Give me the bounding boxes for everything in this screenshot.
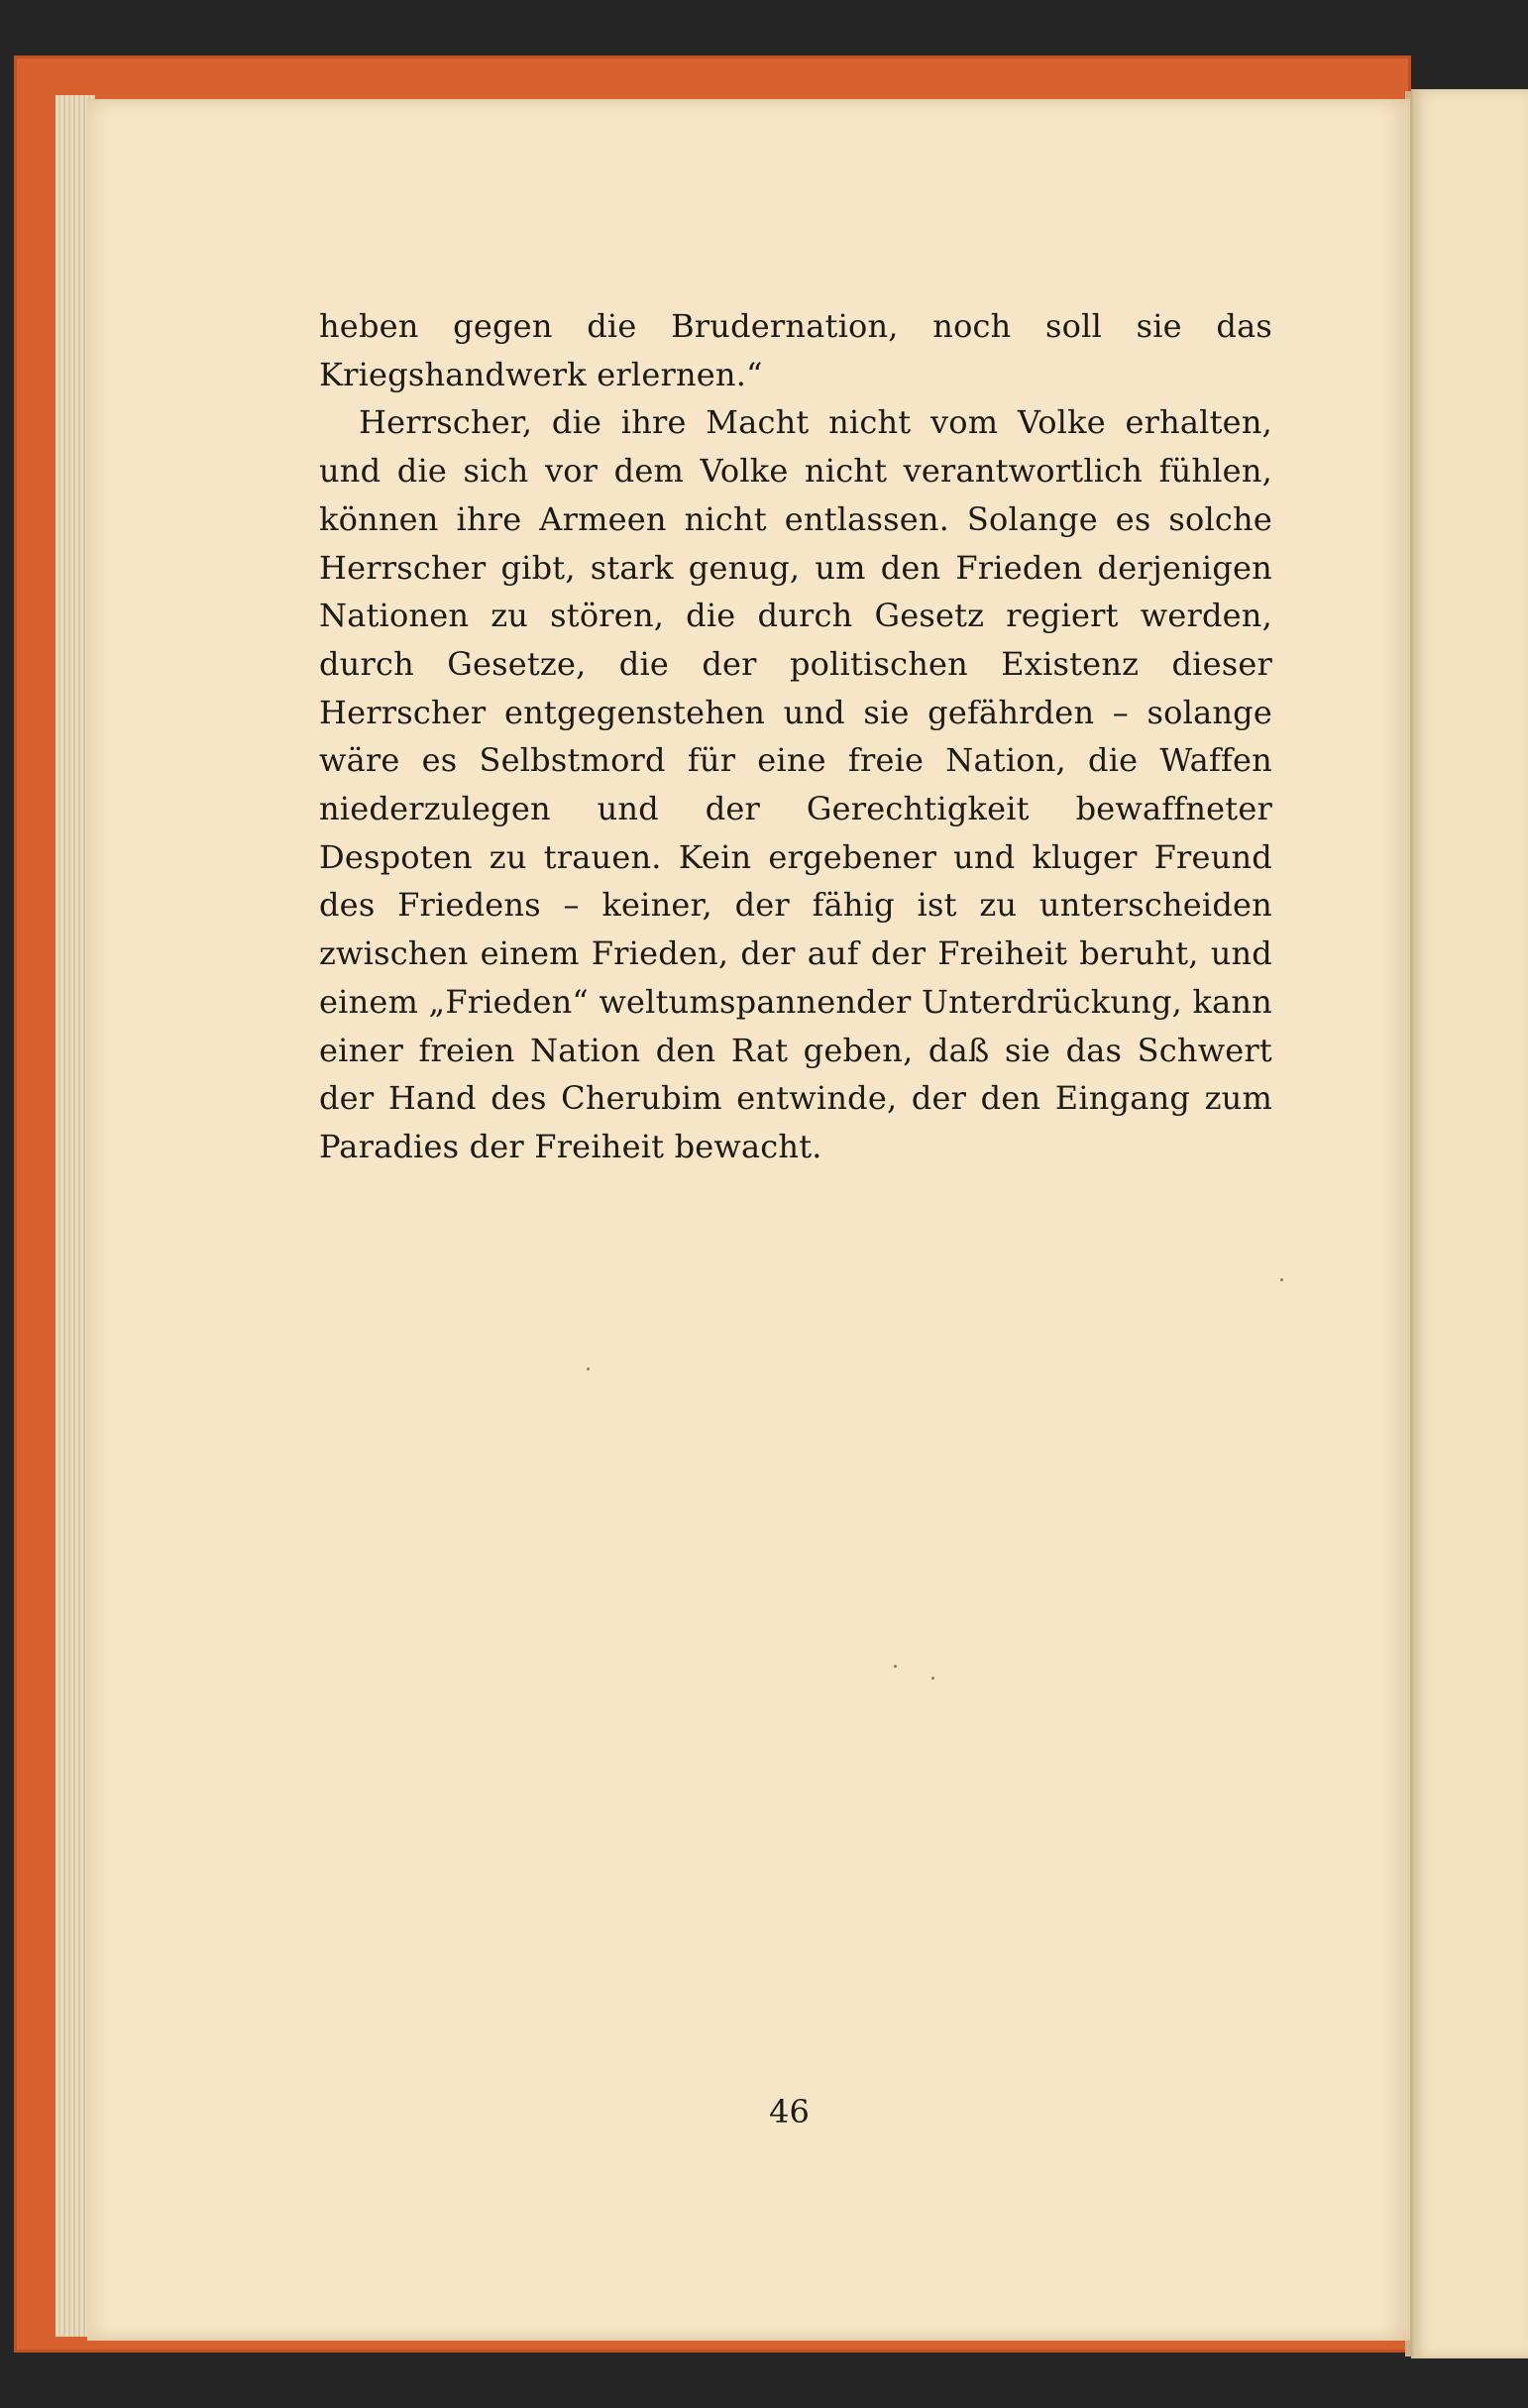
adjacent-page bbox=[1411, 89, 1528, 2358]
paper-speck bbox=[894, 1665, 897, 1668]
paper-speck bbox=[1280, 1278, 1283, 1281]
page-number: 46 bbox=[769, 2093, 810, 2131]
body-text bbox=[319, 302, 1272, 1171]
paragraph-continuation: heben gegen die Brudernation, noch soll sie das Kriegshandwerk erlernen.“ bbox=[319, 307, 1272, 393]
paper-speck bbox=[587, 1368, 590, 1370]
paper-speck bbox=[931, 1677, 934, 1680]
paragraph-herrscher: Herrscher, die ihre Macht nicht vom Volke erhalten, und die sich vor dem Volke nicht verantwortlich fühlen, können ihre Armeen nicht entlassen. Solange es solche Herrscher gibt, stark genug, um den Frieden derjenigen Nationen zu stören, die durch Gesetz regiert werden, durch Gesetze, die der politischen Existenz dieser Herrscher entgegenstehen und sie gefährden – solange wäre es Selbstmord für eine freie Nation, die Waffen niederzulegen und der Gerechtigkeit bewaffneter Despoten zu trauen. Kein ergebener und kluger Freund des Friedens – keiner, der fähig ist zu unterscheiden zwischen einem Frieden, der auf der Freiheit beruht, und einem „Frieden“ weltumspannender Unterdrückung, kann einer freien Nation den Rat geben, daß sie das Schwert der Hand des Cherubim entwinde, der den Eingang zum Paradies der Freiheit bewacht. bbox=[319, 403, 1272, 1165]
